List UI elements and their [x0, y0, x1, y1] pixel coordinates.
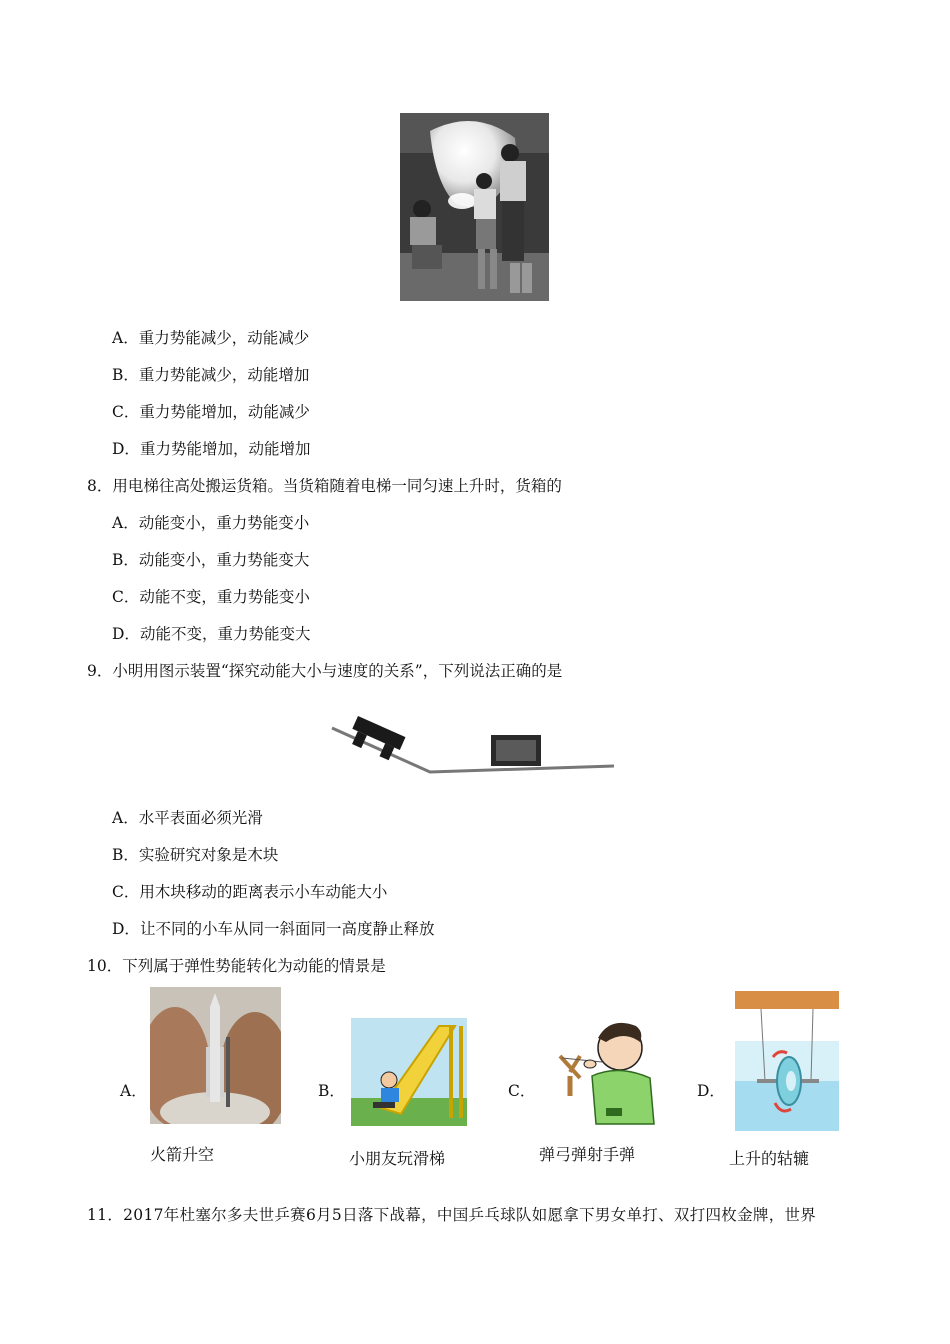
q7-option-b: B．重力势能减少，动能增加 — [112, 366, 310, 384]
q10-choice-b-letter: B． — [318, 1082, 345, 1100]
q9-option-c: C．用木块移动的距离表示小车动能大小 — [112, 883, 388, 901]
q7-option-a: A．重力势能减少，动能减少 — [112, 329, 310, 347]
q10-choice-b-caption: 小朋友玩滑梯 — [349, 1149, 446, 1168]
q10-stem: 10．下列属于弹性势能转化为动能的情景是 — [87, 957, 386, 975]
wooden-block-icon — [491, 735, 541, 766]
q8-option-a: A．动能变小，重力势能变小 — [112, 514, 310, 532]
child-on-slide-picture — [351, 1018, 467, 1126]
boy-with-slingshot-picture — [540, 1016, 670, 1128]
q10-choice-d-letter: D． — [697, 1082, 725, 1100]
rising-wheel-picture — [731, 991, 843, 1131]
q7-option-d: D．重力势能增加，动能增加 — [112, 440, 311, 458]
q8-option-d: D．动能不变，重力势能变大 — [112, 625, 311, 643]
q7-option-c: C．重力势能增加，动能减少 — [112, 403, 310, 421]
q8-option-b: B．动能变小，重力势能变大 — [112, 551, 310, 569]
rocket-launch-picture — [150, 987, 281, 1124]
q10-choice-a-caption: 火箭升空 — [150, 1145, 215, 1164]
incline-cart-block-diagram — [330, 702, 616, 778]
q10-choice-c-letter: C． — [508, 1082, 536, 1100]
q11-stem: 11．2017年杜塞尔多夫世乒赛6月5日落下战幕，中国乒乓球队如愿拿下男女单打、双打四枚金牌，世界 — [87, 1206, 817, 1224]
q10-choice-d-caption: 上升的轱辘 — [729, 1149, 810, 1168]
q9-stem: 9．小明用图示装置“探究动能大小与速度的关系”，下列说法正确的是 — [87, 662, 563, 680]
q8-option-c: C．动能不变，重力势能变小 — [112, 588, 310, 606]
q10-choice-a-letter: A． — [120, 1082, 147, 1100]
q8-stem: 8．用电梯往高处搬运货箱。当货箱随着电梯一同匀速上升时，货箱的 — [87, 477, 562, 495]
q9-option-b: B．实验研究对象是木块 — [112, 846, 279, 864]
q9-option-a: A．水平表面必须光滑 — [112, 809, 263, 827]
q9-option-d: D．让不同的小车从同一斜面同一高度静止释放 — [112, 920, 435, 938]
sky-lantern-photo — [400, 113, 549, 301]
q10-choice-c-caption: 弹弓弹射手弹 — [539, 1145, 636, 1164]
